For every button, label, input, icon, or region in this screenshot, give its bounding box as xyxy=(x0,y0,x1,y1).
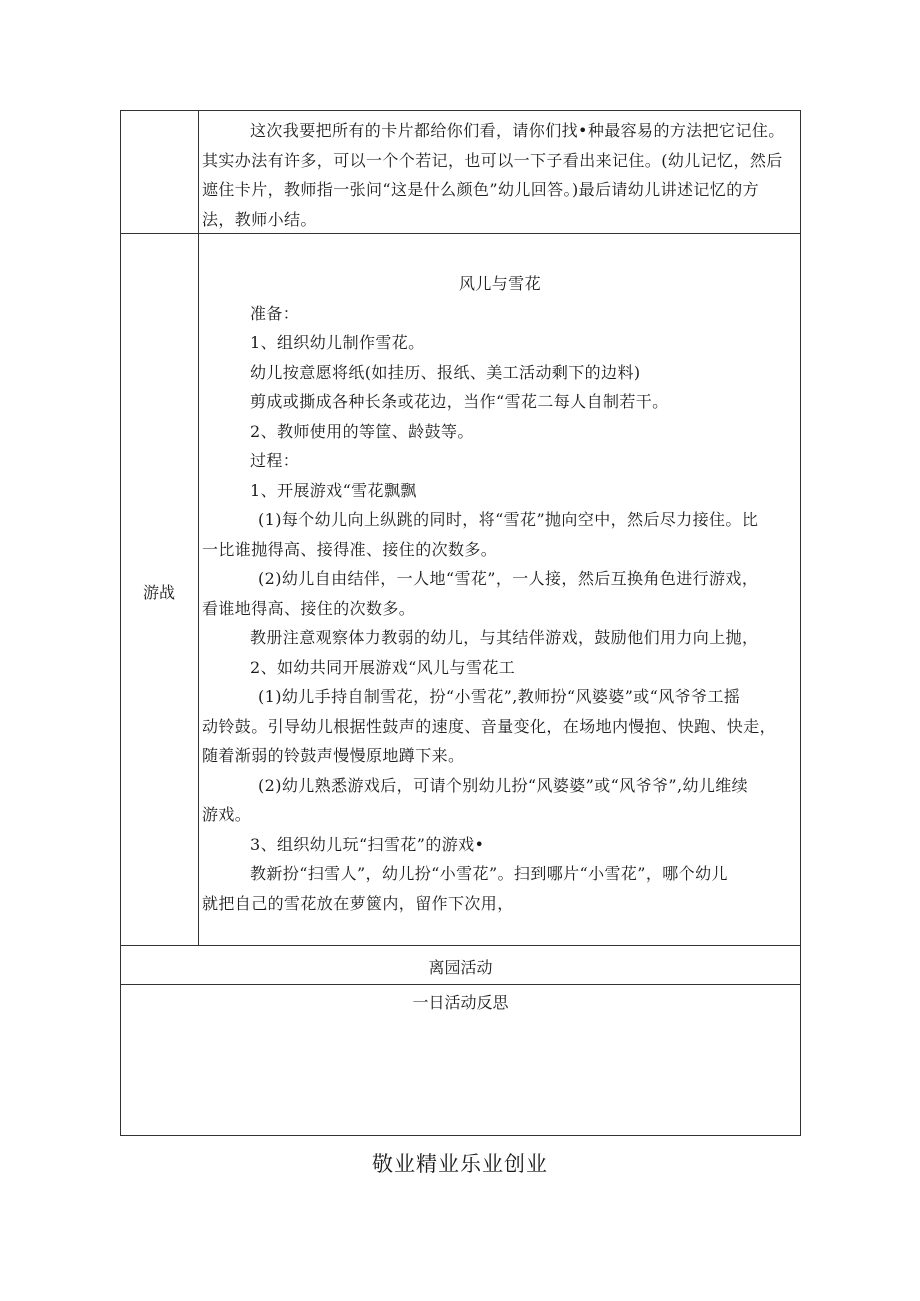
game-content xyxy=(202,269,798,918)
memory-activity-text xyxy=(202,116,798,234)
row-divider xyxy=(120,945,801,946)
process-step: 3、组织幼儿玩“扫雪花”的游戏• xyxy=(250,834,485,854)
column-divider xyxy=(198,110,199,945)
reflection-row-title: 一日活动反思 xyxy=(412,993,509,1012)
prep-heading: 准备： xyxy=(250,303,300,323)
process-substep: (1)每个幼儿向上纵跳的同时，将“雪花”抛向空中，然后尽力接住。比 xyxy=(258,510,759,529)
teacher-note: 教册注意观察体力教弱的幼儿，与其结伴游戏，鼓励他们用力向上抛， xyxy=(250,628,759,647)
text-line: 法，教师小结。 xyxy=(202,209,317,229)
game-title: 风儿与雪花 xyxy=(458,274,541,293)
process-heading: 过程： xyxy=(250,451,300,470)
process-substep: (1)幼儿手持自制雪花，扮“小雪花”,教师扮“风婆婆”或“风爷爷工摇 xyxy=(258,687,741,706)
game-row-label: 游战 xyxy=(142,583,175,602)
prep-item: 1、组织幼儿制作雪花。 xyxy=(250,333,425,352)
text-line: 这次我要把所有的卡片都给你们看，请你们找•种最容易的方法把它记住。 xyxy=(250,121,785,140)
prep-item-detail: 剪成或撕成各种长条或花边，当作“雪花二每人自制若干。 xyxy=(250,392,669,411)
process-substep-cont: 看谁地得高、接住的次数多。 xyxy=(202,598,416,618)
leave-activity-row: 离园活动 xyxy=(428,958,493,977)
process-substep-cont: 游戏。 xyxy=(202,805,252,824)
process-substep: (2)幼儿熟悉游戏后，可请个别幼儿扮“风婆婆”或“风爷爷”,幼儿维续 xyxy=(258,775,749,795)
text-line: 其实办法有许多，可以一个个若记，也可以一下子看出来记住。(幼儿记忆，然后 xyxy=(202,150,783,170)
process-substep: 教新扮“扫雪人”，幼儿扮“小雪花”。扫到哪片“小雪花”，哪个幼儿 xyxy=(250,864,728,883)
process-substep-cont: 一比谁抛得高、接得准、接住的次数多。 xyxy=(202,539,498,559)
process-step: 1、开展游戏“雪花飘飘 xyxy=(250,480,417,500)
footer-slogan: 敬业精业乐业创业 xyxy=(372,1152,548,1176)
prep-item: 2、教师使用的等筐、龄鼓等。 xyxy=(250,421,474,441)
process-substep-cont: 随着渐弱的铃鼓声慢慢原地蹲下来。 xyxy=(202,746,465,765)
row-divider xyxy=(120,984,801,985)
process-substep: (2)幼儿自由结伴，一人地“雪花”，一人接，然后互换角色进行游戏， xyxy=(258,569,759,588)
prep-item-detail: 幼儿按意愿将纸(如挂历、报纸、美工活动剩下的边料) xyxy=(250,362,641,382)
process-substep-cont: 动铃鼓。引导幼儿根据性鼓声的速度、音量变化，在场地内慢抱、快跑、快走， xyxy=(202,716,777,736)
process-substep-cont: 就把自己的雪花放在萝篋内，留作下次用， xyxy=(202,893,514,913)
text-line: 遮住卡片，教师指一张问“这是什么颜色”幼儿回答。)最后请幼儿讲述记忆的方 xyxy=(202,180,760,199)
process-step: 2、如幼共同开展游戏“风儿与雪花工 xyxy=(250,657,516,677)
